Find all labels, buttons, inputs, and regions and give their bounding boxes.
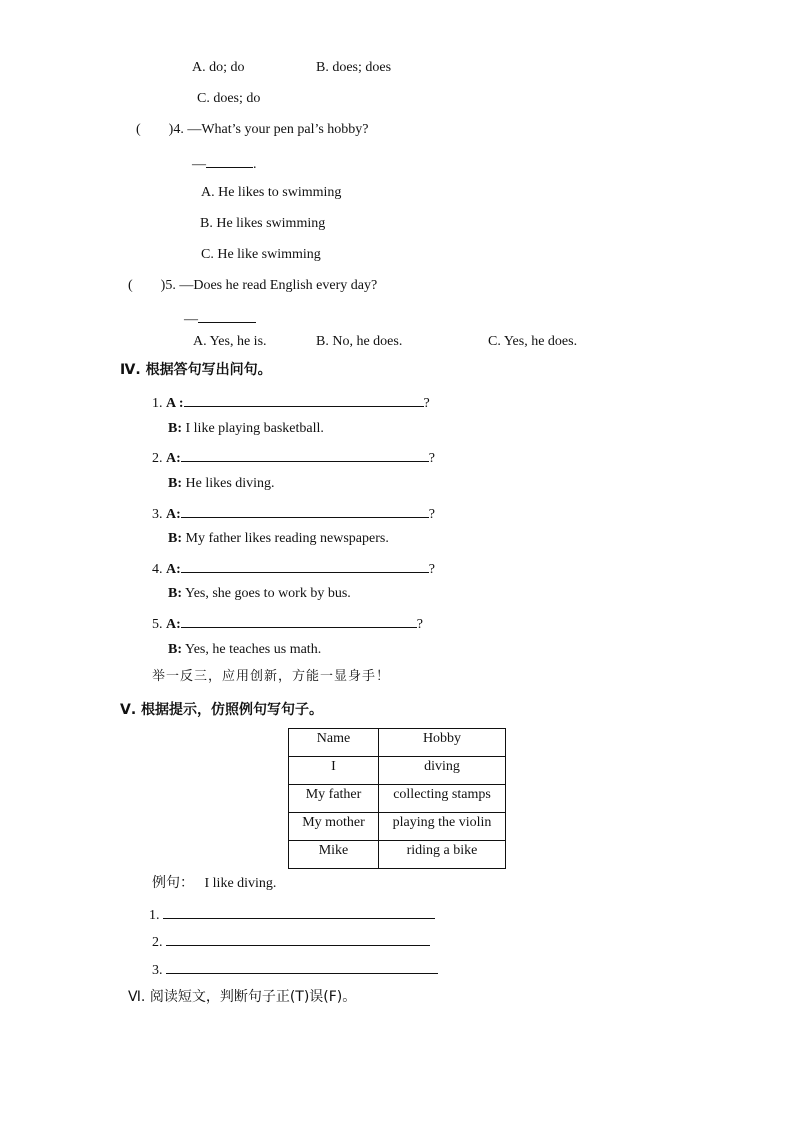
sentence-blank[interactable] bbox=[163, 904, 435, 919]
table-row bbox=[289, 757, 506, 785]
sentence-blank[interactable] bbox=[166, 959, 438, 974]
cell-name: My mother bbox=[289, 813, 379, 841]
question-stem: 5. —Does he read English every day? bbox=[165, 278, 378, 293]
question-blank[interactable] bbox=[181, 558, 429, 573]
cell-hobby: riding a bike bbox=[379, 841, 506, 869]
write-line-2: 2. bbox=[152, 931, 430, 952]
answer-paren: ( ) bbox=[136, 122, 174, 137]
q4-option-a: A. He likes to swimming bbox=[201, 185, 342, 200]
cell-hobby: playing the violin bbox=[379, 813, 506, 841]
header-hobby: Hobby bbox=[379, 729, 506, 757]
s4-item-1-a: 1. A : ? bbox=[152, 392, 430, 413]
section-5-heading: Ⅴ. 根据提示，仿照例句写句子。 bbox=[120, 702, 324, 718]
q5-option-a: A. Yes, he is. bbox=[193, 334, 267, 349]
s4-item-5-b: B: Yes, he teaches us math. bbox=[168, 642, 322, 657]
section-4-heading: Ⅳ. 根据答句写出问句。 bbox=[120, 362, 272, 378]
cell-hobby: diving bbox=[379, 757, 506, 785]
hobby-table bbox=[288, 728, 506, 869]
answer-end: . bbox=[253, 157, 257, 172]
question-blank[interactable] bbox=[181, 503, 429, 518]
write-line-1: 1. bbox=[149, 904, 435, 925]
s4-item-5-a: 5. A: ? bbox=[152, 613, 423, 634]
motto: 举一反三，应用创新，方能一显身手！ bbox=[152, 669, 391, 684]
s4-item-3-a: 3. A: ? bbox=[152, 503, 435, 524]
s4-item-4-a: 4. A: ? bbox=[152, 558, 435, 579]
example-sentence bbox=[152, 874, 276, 893]
cell-name: I bbox=[289, 757, 379, 785]
s4-item-1-b: B: I like playing basketball. bbox=[168, 421, 324, 436]
answer-blank[interactable] bbox=[206, 153, 253, 168]
sentence-blank[interactable] bbox=[166, 931, 430, 946]
write-line-3: 3. bbox=[152, 959, 438, 980]
cell-hobby: collecting stamps bbox=[379, 785, 506, 813]
q3-option-b: B. does; does bbox=[316, 60, 392, 75]
question-blank[interactable] bbox=[181, 447, 429, 462]
q3-option-c: C. does; do bbox=[197, 91, 261, 106]
q5-option-c: C. Yes, he does. bbox=[488, 334, 578, 349]
s4-item-4-b: B: Yes, she goes to work by bus. bbox=[168, 586, 351, 601]
answer-dash: — bbox=[184, 312, 198, 327]
answer-paren: ( ) bbox=[128, 278, 166, 293]
table-row bbox=[289, 841, 506, 869]
answer-blank[interactable] bbox=[198, 308, 256, 323]
question-4 bbox=[136, 121, 369, 139]
cell-name: Mike bbox=[289, 841, 379, 869]
example-label: 例句： bbox=[152, 875, 194, 891]
s4-item-2-b: B: He likes diving. bbox=[168, 476, 275, 491]
q4-option-b: B. He likes swimming bbox=[200, 216, 326, 231]
s4-item-3-b: B: My father likes reading newspapers. bbox=[168, 531, 389, 546]
table-header-row bbox=[289, 729, 506, 757]
q4-answer-line bbox=[192, 153, 257, 174]
section-6-heading: Ⅵ. 阅读短文，判断句子正(T)误(F)。 bbox=[128, 989, 357, 1005]
question-blank[interactable] bbox=[184, 392, 424, 407]
header-name: Name bbox=[289, 729, 379, 757]
table-row bbox=[289, 785, 506, 813]
cell-name: My father bbox=[289, 785, 379, 813]
s4-item-2-a: 2. A: ? bbox=[152, 447, 435, 468]
question-5 bbox=[128, 277, 377, 295]
question-blank[interactable] bbox=[181, 613, 417, 628]
example-text: I like diving. bbox=[204, 876, 277, 891]
table-row bbox=[289, 813, 506, 841]
q3-option-a: A. do; do bbox=[192, 60, 245, 75]
q5-option-b: B. No, he does. bbox=[316, 334, 403, 349]
q4-option-c: C. He like swimming bbox=[201, 247, 321, 262]
answer-dash: — bbox=[192, 157, 206, 172]
question-stem: 4. —What’s your pen pal’s hobby? bbox=[173, 122, 369, 137]
q5-answer-line bbox=[184, 308, 256, 329]
